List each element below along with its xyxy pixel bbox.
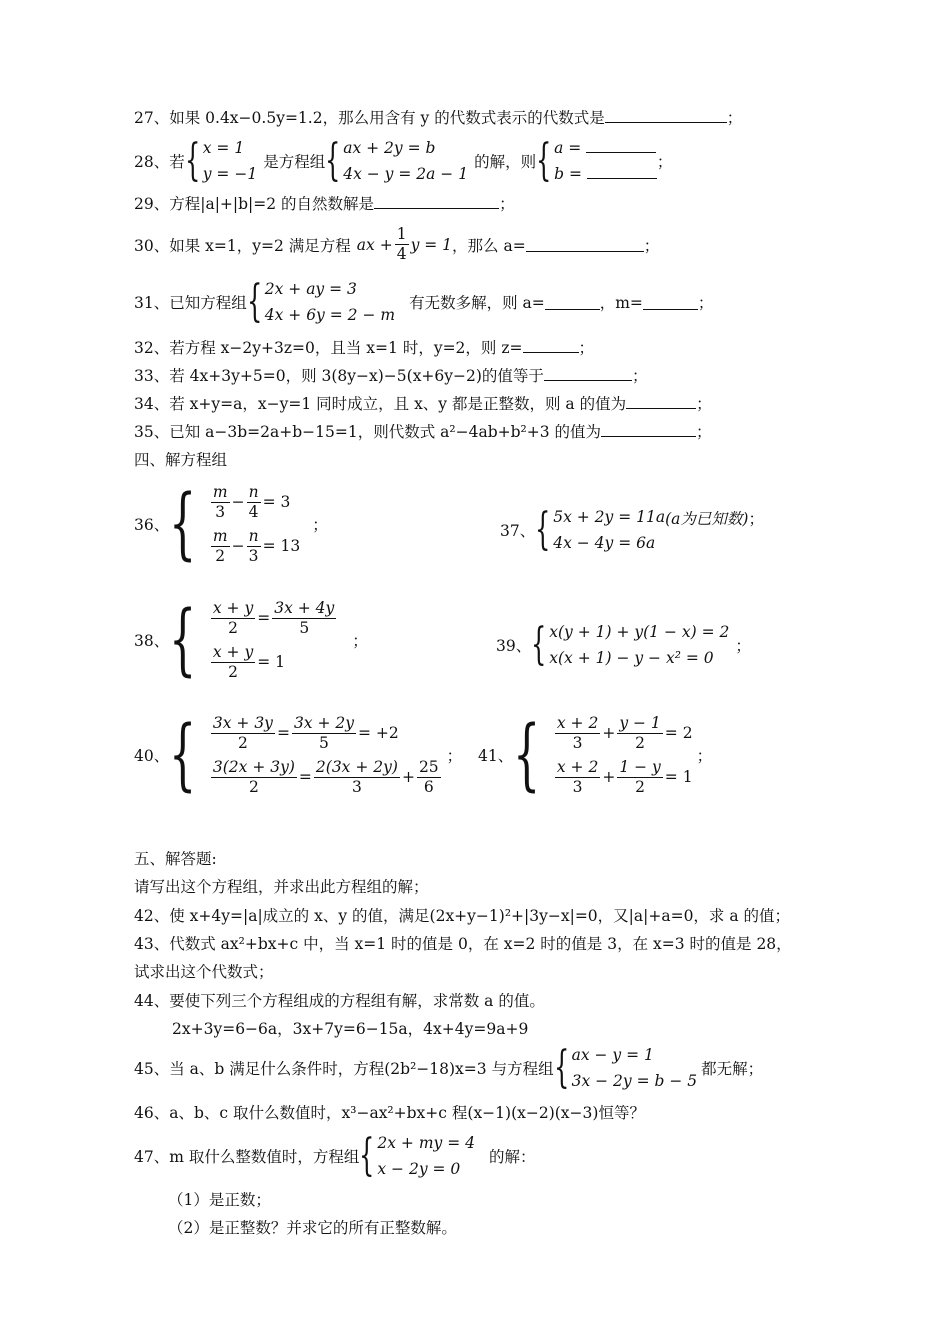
operator: = (298, 768, 312, 786)
question-text: 都无解； (701, 1060, 764, 1078)
question-text: ，m= (599, 294, 643, 312)
punct: ； (696, 747, 713, 765)
answer-blank[interactable] (523, 338, 579, 353)
question-text: 若 x+y=a，x−y=1 同时成立，且 x、y 都是正整数，则 a 的值为 (169, 395, 627, 413)
operator: + (602, 724, 616, 742)
equation-system (343, 135, 468, 187)
equation-system (209, 596, 338, 684)
question-number: 46、 (134, 1104, 170, 1122)
answer-blank-b[interactable] (587, 164, 657, 179)
punct: ； (312, 516, 328, 534)
punct: ； (499, 195, 515, 213)
equation-system (209, 711, 443, 799)
numerator: x + y (212, 598, 254, 617)
question-46 (134, 1103, 645, 1123)
answer-blank[interactable] (605, 108, 727, 123)
section-heading-4: 四、解方程组 (134, 451, 228, 469)
question-31 (134, 276, 713, 328)
question-number: 27、 (134, 109, 170, 127)
question-32 (134, 338, 594, 358)
question-45 (134, 1042, 763, 1094)
rhs: = 1 (664, 768, 693, 786)
question-number: 36、 (134, 516, 170, 534)
equation-1: 2x + ay = 3 (264, 280, 357, 298)
denominator: 3 (572, 777, 583, 796)
left-brace: { (531, 619, 547, 670)
denominator: 3 (248, 546, 259, 565)
question-text: m 取什么整数值时，方程组 (169, 1148, 360, 1166)
operator: + (401, 768, 415, 786)
equation-2: 4x − y = 2a − 1 (343, 165, 469, 183)
question-38 (134, 596, 368, 684)
equation-1 (209, 480, 300, 524)
rhs: = 1 (257, 653, 285, 671)
equation-1 (209, 596, 338, 640)
punct: ； (696, 395, 712, 413)
question-47 (134, 1130, 536, 1182)
answer-blank[interactable] (526, 237, 644, 252)
question-43 (134, 934, 792, 954)
denominator: 2 (215, 546, 226, 565)
punct: ； (726, 109, 743, 127)
question-number: 33、 (134, 367, 170, 385)
question-text: 已知 a−3b=2a+b−15=1，则代数式 a²−4ab+b²+3 的值为 (169, 423, 602, 441)
punct: ； (656, 153, 673, 171)
numerator: x + 2 (556, 713, 599, 732)
question-text: 使 x+4y=|a|成立的 x、y 的值，满足(2x+y−1)²+|3y−x|=0，又|a|+a=0，求 a 的值； (169, 907, 791, 925)
answer-a-label: a = (554, 139, 582, 157)
denominator: 2 (635, 733, 645, 752)
equation-2: x − 2y = 0 (377, 1160, 461, 1178)
question-text: 若 (169, 153, 185, 171)
equation-system (377, 1130, 475, 1182)
question-39 (496, 619, 751, 671)
question-number: 30、 (134, 236, 170, 255)
punct: ； (446, 747, 463, 765)
question-47-part-1: （1）是正数； (168, 1191, 271, 1209)
equation-2 (209, 640, 338, 684)
numerator: 3x + 2y (293, 713, 354, 732)
denominator: 3 (215, 502, 226, 521)
question-text: 有无数多解，则 a= (409, 294, 545, 312)
punct: ； (631, 367, 648, 385)
equation-2: x(x + 1) − y − x² = 0 (549, 649, 714, 667)
left-brace: { (513, 710, 541, 800)
question-text: 如果 0.4x−0.5y=1.2，那么用含有 y 的代数式表示的代数式是 (169, 109, 605, 127)
question-44-equations: 2x+3y=6−6a，3x+7y=6−15a，4x+4y=9a+9 (172, 1020, 529, 1038)
equation-2: 4x + 6y = 2 − m (264, 306, 396, 324)
left-brace: { (359, 1130, 375, 1181)
answer-b-label: b = (554, 165, 582, 183)
denominator: 2 (635, 777, 645, 796)
equation-1: ax − y = 1 (571, 1046, 654, 1064)
denominator: 5 (319, 733, 329, 752)
question-29 (134, 194, 515, 214)
denominator: 3 (572, 733, 583, 752)
question-number: 29、 (134, 195, 170, 213)
question-35 (134, 422, 712, 442)
equation-system (553, 711, 693, 799)
solution-x: x = 1 (202, 139, 245, 157)
punct: ； (643, 236, 660, 255)
rhs: = 2 (664, 724, 693, 742)
equation-part: y = 1 (410, 235, 453, 254)
numerator: 3x + 3y (212, 713, 273, 732)
numerator: x + y (212, 642, 254, 661)
left-brace: { (184, 135, 201, 186)
question-43-cont: 试求出这个代数式； (134, 963, 274, 981)
equation-system (265, 276, 395, 328)
answer-blank[interactable] (374, 194, 499, 209)
left-brace: { (325, 135, 341, 186)
question-text: 的解，则 (474, 153, 537, 171)
equation-2: 3x − 2y = b − 5 (571, 1072, 698, 1090)
question-27 (134, 108, 742, 128)
answer-blank[interactable] (544, 366, 632, 381)
question-number: 43、 (134, 935, 170, 953)
left-brace: { (169, 479, 197, 569)
question-42 (134, 906, 790, 926)
question-number: 44、 (134, 992, 170, 1010)
punct: ； (696, 423, 712, 441)
answer-blank-m[interactable] (643, 295, 698, 310)
question-number: 28、 (134, 153, 170, 171)
numerator: n (248, 482, 259, 501)
question-30 (134, 225, 659, 264)
punct: ； (578, 339, 595, 357)
operator: = (276, 724, 290, 742)
question-text: a、b、c 取什么数值时，x³−ax²+bx+c 程(x−1)(x−2)(x−3)恒等？ (169, 1104, 645, 1122)
question-text: 如果 x=1，y=2 满足方程 (169, 236, 351, 255)
rhs: = 3 (262, 493, 291, 511)
question-text: 要使下列三个方程组成的方程组有解，求常数 a 的值。 (169, 992, 545, 1010)
solution-pair (203, 135, 257, 187)
equation-1: ax + 2y = b (343, 139, 436, 157)
punct: ； (352, 632, 368, 650)
question-44 (134, 991, 545, 1011)
denominator: 2 (228, 662, 238, 681)
equation-1: 5x + 2y = 11a (553, 508, 666, 526)
numerator: n (248, 526, 259, 545)
rhs: = 13 (262, 537, 301, 555)
operator: + (602, 768, 616, 786)
numerator: 3x + 4y (274, 598, 335, 617)
question-47-part-2: （2）是正整数？并求它的所有正整数解。 (168, 1219, 457, 1237)
question-37 (500, 504, 764, 556)
solution-y: y = −1 (202, 165, 258, 183)
punct: ； (735, 637, 751, 655)
question-number: 35、 (134, 423, 170, 441)
equation-1: x(y + 1) + y(1 − x) = 2 (549, 623, 730, 641)
question-40 (134, 711, 462, 799)
numerator: 3(2x + 3y) (212, 757, 295, 776)
question-36 (134, 480, 328, 568)
left-brace: { (169, 595, 197, 685)
equation-part: ax + (356, 235, 393, 254)
question-number: 41、 (478, 747, 514, 765)
numerator: x + 2 (556, 757, 599, 776)
answer-blank-a[interactable] (545, 295, 600, 310)
equation-1 (209, 711, 443, 755)
equation-1 (553, 711, 693, 755)
question-number: 42、 (134, 907, 170, 925)
numerator: m (212, 526, 228, 545)
denominator: 4 (396, 245, 407, 263)
question-number: 31、 (134, 294, 170, 312)
denominator: 3 (351, 777, 362, 796)
question-text: 已知方程组 (169, 294, 247, 312)
equation-1: 2x + my = 4 (377, 1134, 475, 1152)
denominator: 2 (237, 733, 248, 752)
numerator: 1 (396, 225, 407, 243)
question-number: 37、 (500, 522, 536, 540)
answer-blank[interactable] (626, 394, 696, 409)
equation-system (553, 504, 665, 556)
denominator: 5 (299, 618, 310, 637)
question-text: 方程|a|+|b|=2 的自然数解是 (169, 195, 375, 213)
equation-system (209, 480, 300, 568)
question-text: 若 4x+3y+5=0，则 3(8y−x)−5(x+6y−2)的值等于 (169, 367, 544, 385)
left-brace: { (535, 504, 551, 555)
question-text: 代数式 ax²+bx+c 中，当 x=1 时的值是 0，在 x=2 时的值是 3，在 x=3 时的值是 28， (169, 935, 792, 953)
rhs: = +2 (358, 724, 399, 742)
note: (a为已知数) (665, 510, 749, 528)
left-brace: { (536, 135, 552, 186)
operator: − (231, 537, 245, 555)
question-number: 47、 (134, 1148, 170, 1166)
section-intro: 请写出这个方程组，并求出此方程组的解； (134, 878, 429, 896)
question-28 (134, 135, 672, 187)
equation-system (572, 1042, 698, 1094)
section-heading-5: 五、解答题: (134, 850, 217, 868)
question-text: 的解： (488, 1148, 536, 1166)
fraction (395, 225, 409, 264)
answer-blank[interactable] (601, 422, 696, 437)
question-number: 34、 (134, 395, 170, 413)
left-brace: { (169, 710, 197, 800)
denominator: 2 (228, 618, 238, 637)
question-text: 当 a、b 满足什么条件时，方程(2b²−18)x=3 与方程组 (169, 1060, 554, 1078)
equation-system (549, 619, 729, 671)
equation-2 (209, 524, 300, 568)
left-brace: { (553, 1042, 569, 1093)
numerator: 25 (418, 757, 439, 776)
answer-blank-a[interactable] (586, 138, 656, 153)
operator: − (231, 493, 245, 511)
equation-2 (553, 755, 693, 799)
question-number: 39、 (496, 637, 532, 655)
operator: = (257, 609, 271, 627)
numerator: 2(3x + 2y) (315, 757, 398, 776)
left-brace: { (246, 276, 263, 327)
answer-system (554, 135, 657, 187)
denominator: 4 (248, 502, 259, 521)
punct: ； (697, 294, 714, 312)
question-33 (134, 366, 647, 386)
numerator: 1 − y (619, 757, 661, 776)
numerator: m (212, 482, 228, 501)
question-number: 32、 (134, 339, 170, 357)
equation-2: 4x − 4y = 6a (553, 534, 656, 552)
question-34 (134, 394, 712, 414)
question-text: 若方程 x−2y+3z=0，且当 x=1 时，y=2，则 z= (169, 339, 523, 357)
question-41 (478, 711, 712, 799)
question-text: ，那么 a= (452, 236, 526, 255)
equation-2 (209, 755, 443, 799)
question-number: 38、 (134, 632, 170, 650)
question-number: 40、 (134, 747, 170, 765)
denominator: 2 (248, 777, 259, 796)
numerator: y − 1 (619, 713, 661, 732)
denominator: 6 (423, 777, 434, 796)
question-number: 45、 (134, 1060, 170, 1078)
question-text: 是方程组 (263, 153, 326, 171)
punct: ； (748, 510, 764, 528)
